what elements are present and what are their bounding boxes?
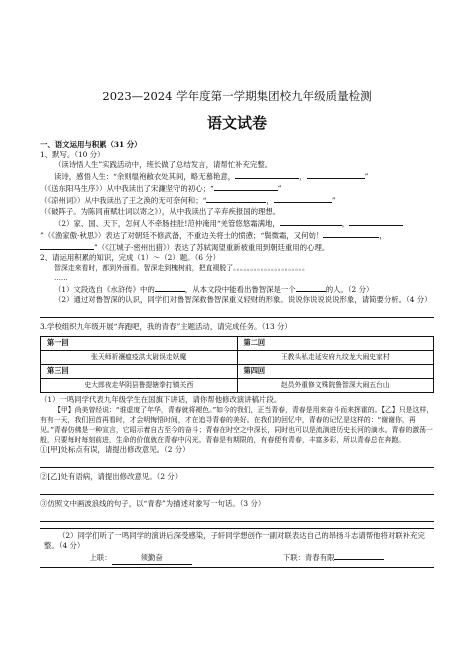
section-heading: 一、语文运用与积累（31 分） [40,140,142,149]
question-1-line: 读诗，感悟人生：“余则缊袍敝衣处其间，略无慕艳意， ， ” [54,172,369,182]
speech-excerpt: 【甲】尚美曾经说：“谁虚度了年华，青春就将褪色。”如今的我们，正当青春，青春是用来奋斗而来挥霍的。【乙】只是这样，有有一天，我们回首再看时，才会明悔悟时间，才在追寻青春的美好。在我们的回忆中，青春的记忆是这样的：“谢谢你，再见。”青春仿佛是一种宣言，它昭示着自古至今的奋斗；青春在时空之中深长，同时也可以是流淌进历史长河的滴水。青春的激荡一般，只要每时每刻前进，生命的价值就在青春中闪光。青春是有期限的，有春便有青春，丰富多彩，所以青春总在奔跑。 [40,405,434,444]
rounds-table [40,336,434,393]
task-2: ②[乙]处有语病，请提出修改意见。（2 分） [40,472,183,482]
question-1-text-c: （《凉州词》）从中我读出了王之涣的无可奈何和 [40,196,196,206]
round-text: 王教头私走延安府九纹龙大闹史家村 [237,350,434,364]
question-1-text-e: （2）家、国、天下，怎何人不牵肠挂肚!范仲淹用“羌管悠悠霜满地， [54,218,280,228]
question-2-quote-cont: …… [54,274,68,283]
question-1-title: 1、默写。（10 分） [40,150,105,160]
table-row [41,364,434,378]
couplet-down [283,553,385,564]
answer-line[interactable] [40,511,434,522]
couplet [44,553,430,564]
answer-blank[interactable] [40,241,94,250]
answer-blank[interactable] [349,217,403,226]
answer-blank[interactable] [280,217,342,226]
task-1: ①[甲]处标点有误，请提出修改意见。（2 分） [40,444,190,454]
question-2-sub-1: （1）文段选自《水浒传》中的 ，从本文段中能看出鲁智深是一个 的人。（2 分） [54,285,374,295]
round-text: 赵员外重修文殊院鲁智深大闹五台山 [237,378,434,392]
answer-blank[interactable] [214,182,278,191]
couplet-up-field[interactable]: 须勤奋 [112,553,192,564]
task-3: ③仿照文中画波浪线的句子，以“青春”为描述对象写一句话。（3 分） [40,499,266,509]
question-1-text-g: ”（《江城子·密州出猎》）表达了苏轼渴望重新被重用到朝廷重用的心理。 [94,242,330,252]
answer-blank[interactable] [274,194,332,203]
couplet-down-label: 下联：青春有限 [282,553,335,563]
question-2-sub-1-text-b: 从本文段中能看出鲁智深是一个 [192,285,296,295]
exam-title: 2023—2024 学年度第一学期集团校九年级质量检测 [102,89,372,103]
question-1-text-d: （《破阵子。为陈同甫赋壮词以寄之》），从中我读出了辛弃疾报国的理想。 [40,206,281,216]
question-1-text-f: ”（《渔家傲·秋思》）表达了对朝廷不修武备，不重边关将士的愤懑；“鬓微霜，又何妨！ [40,230,324,240]
question-3-intro: 3.学校组织九年级开展“奔跑吧，我的青春”主题活动，请完成任务。（13 分） [40,322,292,332]
question-1-line: （2）家、国、天下，怎何人不牵肠挂肚!范仲淹用“羌管悠悠霜满地， ， [40,217,434,229]
round-text: 史大郎夜走华阴县鲁提辖拳打镇关西 [41,378,238,392]
answer-blank[interactable] [235,170,299,179]
answer-blank[interactable] [307,170,365,179]
round-head: 第二回 [237,336,434,350]
exam-content [40,140,434,568]
couplet-box [40,528,434,567]
question-1-prompt: （读诗悟人生”实践活动中，班长做了总结发言，请帮忙补充完整。 [54,160,273,170]
round-head: 第三回 [41,364,238,378]
question-1-text-a: 读诗，感悟人生：“余则缊袍敝衣处其间，略无慕艳意， [54,172,236,182]
answer-line[interactable] [40,307,434,318]
table-row [41,350,434,364]
subject-title: 语文试卷 [206,114,267,132]
couplet-up [90,553,192,564]
question-3-sub-1: （1）一鸣同学代表九年级学生在国旗下讲话，请你帮他修改演讲稿片段。 [40,394,282,404]
question-2-title: 2、请运用积累的知识，完成（1）～（2）题。（6 分） [40,252,221,262]
round-text: 张天师祈禳瘟疫洪太尉误走妖魔 [41,350,238,364]
question-2-quote: 智深走来看时，都到外面看。智深走到槐树前，把直裰脱了。。。。。。。。。。。。。。。。。。。。。 [54,264,309,273]
answer-line[interactable] [40,457,434,468]
couplet-down-field[interactable] [334,559,384,560]
table-row [41,378,434,392]
question-2-sub-1-text-c: 的人。（2 分） [325,285,374,295]
question-2-sub-1-text-a: （1）文段选自《水浒传》中的 [54,285,155,295]
answer-blank[interactable] [323,229,379,238]
round-head: 第四回 [237,364,434,378]
question-1-line [40,241,434,253]
question-3-sub-2: （2）同学们听了一鸣同学的演讲后深受感染，子轩同学想创作一副对联表达自己的昂扬斗志请帮他将对联补充完整。（4 分） [44,531,425,551]
couplet-up-label: 上联： [89,553,112,563]
question-1-line: （《凉州词》）从中我读出了王之涣的无可奈何和；“ ， ” [40,196,336,206]
answer-line[interactable] [40,484,434,495]
question-1-line: ”（《渔家傲·秋思》）表达了对朝廷不修武备，不重边关将士的愤懑；“鬓微霜，又何妨！ ， [40,230,387,240]
answer-blank[interactable] [155,283,185,292]
round-head: 第一回 [41,336,238,350]
answer-blank[interactable] [206,194,266,203]
question-1-line: （《送东阳马生序》）从中我读出了宋濂坚守的初心；“ ” [40,184,282,194]
question-1-text-b: （《送东阳马生序》）从中我读出了宋濂坚守的初心； [40,184,210,194]
question-2-sub-2: （2）通过对鲁智深的认识，同学们对鲁智深救鲁智深重义轻财的形象。说说你说说说说形象，请简要分析。（4 分） [54,295,432,305]
table-row [41,336,434,350]
answer-blank[interactable] [296,283,326,292]
